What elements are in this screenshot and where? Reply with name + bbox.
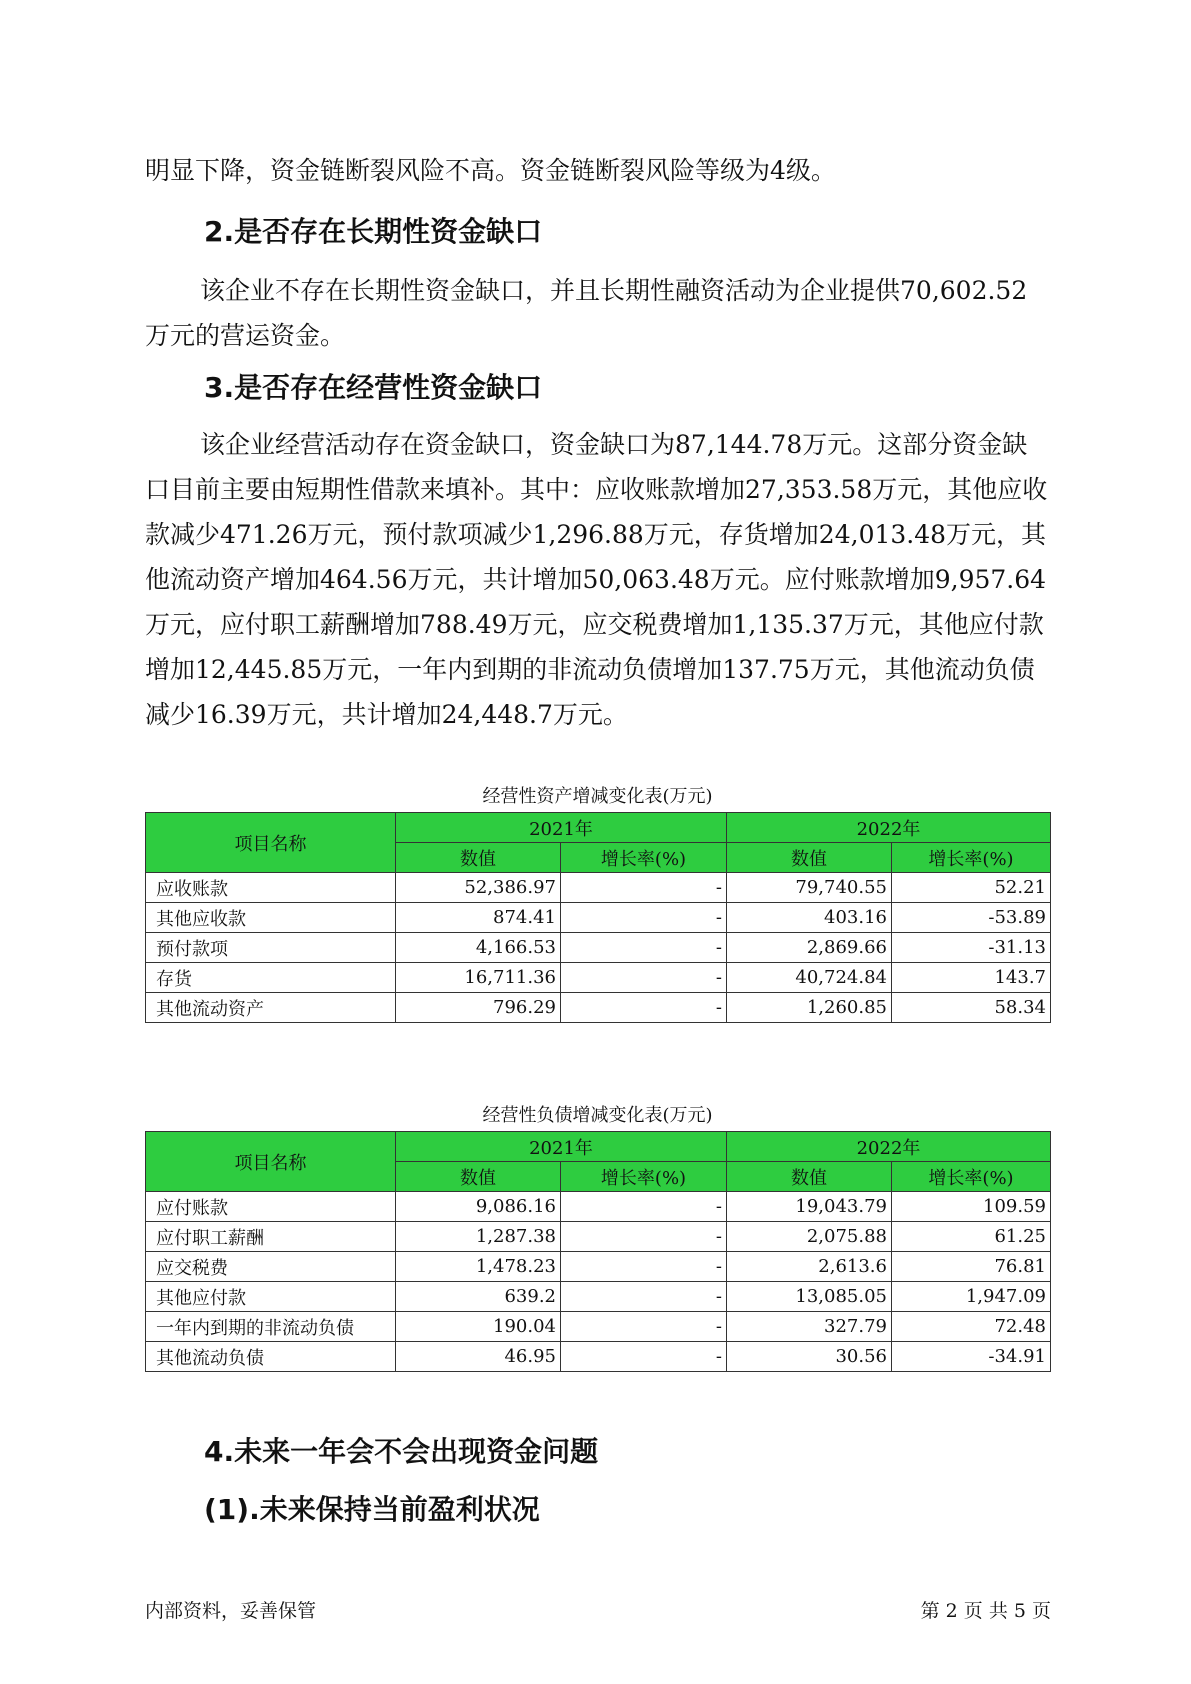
header-item-name: 项目名称 bbox=[146, 813, 396, 873]
footer-page-number: 第 2 页 共 5 页 bbox=[920, 1600, 1051, 1622]
growth-2021: - bbox=[561, 1282, 727, 1312]
value-2022: 30.56 bbox=[727, 1342, 892, 1372]
value-2021: 46.95 bbox=[396, 1342, 561, 1372]
row-name: 预付款项 bbox=[146, 933, 396, 963]
value-2021: 4,166.53 bbox=[396, 933, 561, 963]
header-growth-2021: 增长率(%) bbox=[561, 1162, 727, 1192]
header-year-2021: 2021年 bbox=[396, 1132, 727, 1162]
growth-2021: - bbox=[561, 1192, 727, 1222]
value-2022: 2,075.88 bbox=[727, 1222, 892, 1252]
table-row bbox=[146, 933, 1051, 963]
growth-2022: 76.81 bbox=[892, 1252, 1051, 1282]
long-term-gap-paragraph: 该企业不存在长期性资金缺口，并且长期性融资活动为企业提供70,602.52万元的营运资金。 bbox=[145, 276, 1028, 350]
row-name: 其他流动负债 bbox=[146, 1342, 396, 1372]
value-2021: 9,086.16 bbox=[396, 1192, 561, 1222]
growth-2021: - bbox=[561, 1252, 727, 1282]
value-2022: 79,740.55 bbox=[727, 873, 892, 903]
table-row bbox=[146, 1222, 1051, 1252]
liabilities-table-caption: 经营性负债增减变化表(万元) bbox=[482, 1105, 713, 1126]
table-row bbox=[146, 963, 1051, 993]
table-row bbox=[146, 1252, 1051, 1282]
header-year-2022: 2022年 bbox=[727, 1132, 1051, 1162]
header-item-name: 项目名称 bbox=[146, 1132, 396, 1192]
header-value-2021: 数值 bbox=[396, 843, 561, 873]
table-row bbox=[146, 1342, 1051, 1372]
value-2021: 796.29 bbox=[396, 993, 561, 1023]
heading-future-funding: 4.未来一年会不会出现资金问题 bbox=[204, 1435, 599, 1468]
liabilities-table bbox=[145, 1131, 1051, 1372]
growth-2021: - bbox=[561, 933, 727, 963]
value-2022: 13,085.05 bbox=[727, 1282, 892, 1312]
growth-2021: - bbox=[561, 993, 727, 1023]
growth-2022: 143.7 bbox=[892, 963, 1051, 993]
growth-2022: 52.21 bbox=[892, 873, 1051, 903]
value-2021: 1,478.23 bbox=[396, 1252, 561, 1282]
intro-paragraph: 明显下降，资金链断裂风险不高。资金链断裂风险等级为4级。 bbox=[145, 156, 836, 185]
value-2021: 16,711.36 bbox=[396, 963, 561, 993]
row-name: 存货 bbox=[146, 963, 396, 993]
assets-table-caption: 经营性资产增减变化表(万元) bbox=[482, 786, 713, 807]
header-growth-2022: 增长率(%) bbox=[892, 1162, 1051, 1192]
table-row bbox=[146, 993, 1051, 1023]
growth-2022: 1,947.09 bbox=[892, 1282, 1051, 1312]
value-2022: 2,613.6 bbox=[727, 1252, 892, 1282]
value-2021: 1,287.38 bbox=[396, 1222, 561, 1252]
heading-long-term-gap: 2.是否存在长期性资金缺口 bbox=[204, 215, 543, 248]
assets-table bbox=[145, 812, 1051, 1023]
heading-current-profitability: (1).未来保持当前盈利状况 bbox=[204, 1493, 540, 1526]
footer-confidential: 内部资料，妥善保管 bbox=[145, 1600, 317, 1622]
row-name: 应收账款 bbox=[146, 873, 396, 903]
row-name: 其他流动资产 bbox=[146, 993, 396, 1023]
value-2022: 1,260.85 bbox=[727, 993, 892, 1023]
operating-gap-paragraph: 该企业经营活动存在资金缺口，资金缺口为87,144.78万元。这部分资金缺口目前主要由短期性借款来填补。其中：应收账款增加27,353.58万元，其他应收款减少471.26万元，预付款项减少1,296.88万元，存货增加24,013.48万元，其他流动资产增加464.56万元，共计增加50,063.48万元。应付账款增加9,957.64万元，应付职工薪酬增加788.49万元，应交税费增加1,135.37万元，其他应付款增加12,445.85万元，一年内到期的非流动负债增加137.75万元，其他流动负债减少16.39万元，共计增加24,448.7万元。 bbox=[145, 430, 1048, 729]
row-name: 其他应收款 bbox=[146, 903, 396, 933]
row-name: 应付账款 bbox=[146, 1192, 396, 1222]
value-2022: 2,869.66 bbox=[727, 933, 892, 963]
table-row bbox=[146, 903, 1051, 933]
growth-2021: - bbox=[561, 903, 727, 933]
value-2021: 52,386.97 bbox=[396, 873, 561, 903]
value-2021: 190.04 bbox=[396, 1312, 561, 1342]
table-row bbox=[146, 873, 1051, 903]
growth-2022: 109.59 bbox=[892, 1192, 1051, 1222]
header-value-2022: 数值 bbox=[727, 1162, 892, 1192]
growth-2021: - bbox=[561, 873, 727, 903]
value-2022: 40,724.84 bbox=[727, 963, 892, 993]
growth-2022: 72.48 bbox=[892, 1312, 1051, 1342]
header-value-2022: 数值 bbox=[727, 843, 892, 873]
row-name: 应付职工薪酬 bbox=[146, 1222, 396, 1252]
growth-2022: -31.13 bbox=[892, 933, 1051, 963]
growth-2021: - bbox=[561, 1312, 727, 1342]
value-2021: 874.41 bbox=[396, 903, 561, 933]
header-growth-2022: 增长率(%) bbox=[892, 843, 1051, 873]
table-row bbox=[146, 1192, 1051, 1222]
header-value-2021: 数值 bbox=[396, 1162, 561, 1192]
header-year-2022: 2022年 bbox=[727, 813, 1051, 843]
table-row bbox=[146, 1312, 1051, 1342]
growth-2021: - bbox=[561, 963, 727, 993]
growth-2022: 61.25 bbox=[892, 1222, 1051, 1252]
row-name: 应交税费 bbox=[146, 1252, 396, 1282]
growth-2022: -34.91 bbox=[892, 1342, 1051, 1372]
value-2021: 639.2 bbox=[396, 1282, 561, 1312]
heading-operating-gap: 3.是否存在经营性资金缺口 bbox=[204, 371, 543, 404]
growth-2022: -53.89 bbox=[892, 903, 1051, 933]
growth-2022: 58.34 bbox=[892, 993, 1051, 1023]
growth-2021: - bbox=[561, 1222, 727, 1252]
value-2022: 19,043.79 bbox=[727, 1192, 892, 1222]
table-row bbox=[146, 1282, 1051, 1312]
value-2022: 403.16 bbox=[727, 903, 892, 933]
growth-2021: - bbox=[561, 1342, 727, 1372]
value-2022: 327.79 bbox=[727, 1312, 892, 1342]
header-growth-2021: 增长率(%) bbox=[561, 843, 727, 873]
row-name: 一年内到期的非流动负债 bbox=[146, 1312, 396, 1342]
header-year-2021: 2021年 bbox=[396, 813, 727, 843]
row-name: 其他应付款 bbox=[146, 1282, 396, 1312]
